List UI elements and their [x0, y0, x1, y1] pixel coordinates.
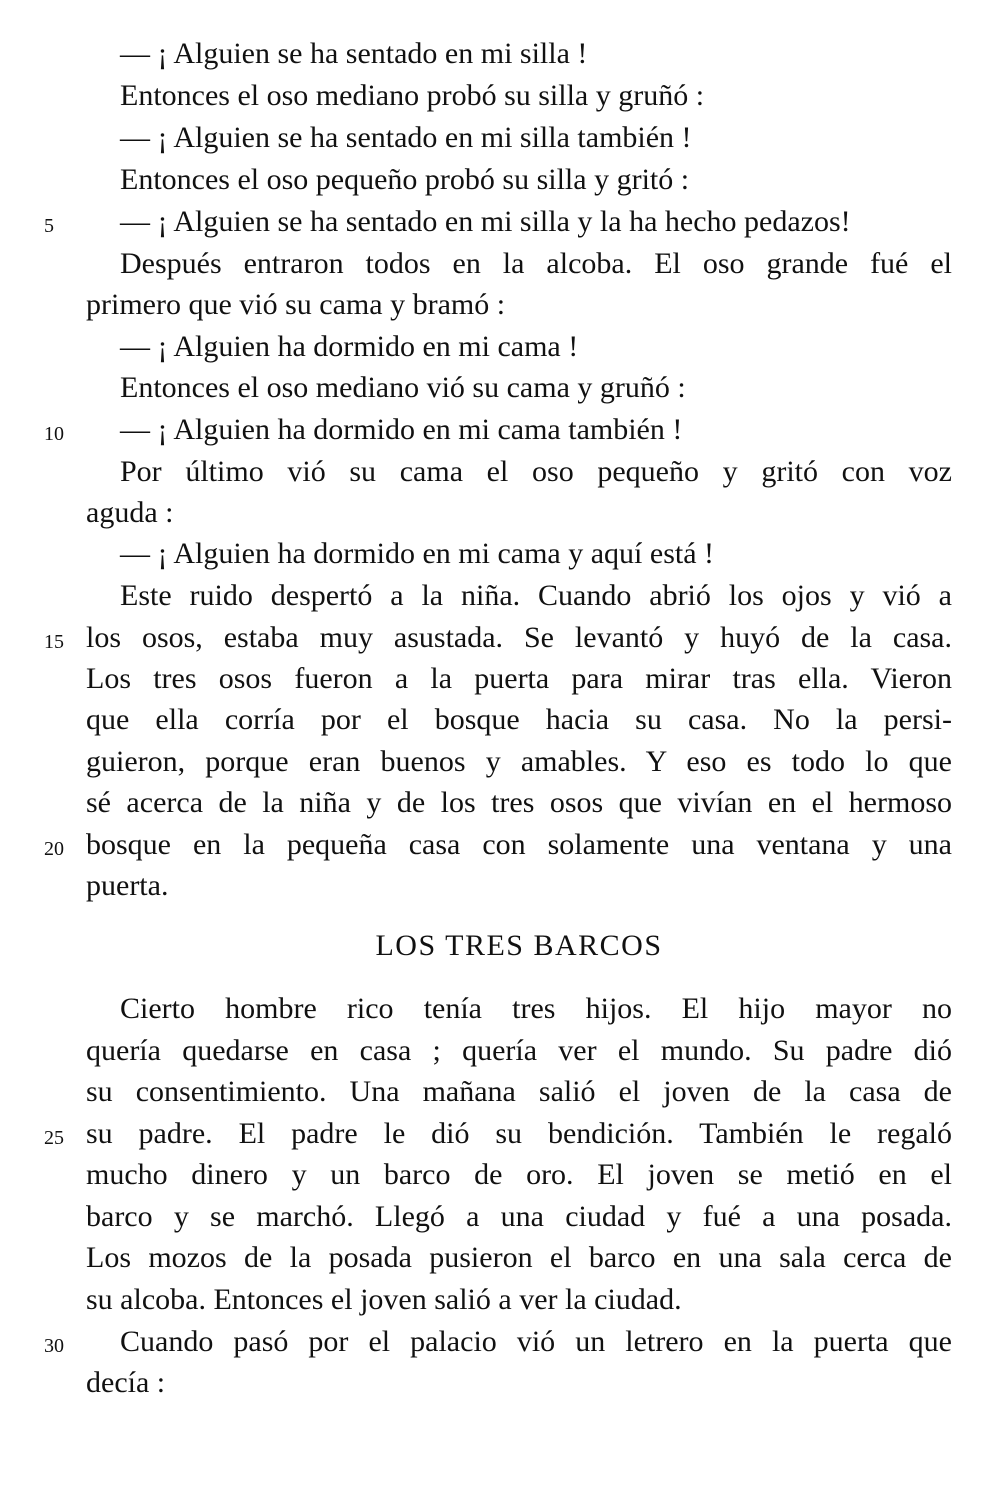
text-line: Entonces el oso pequeño probó su silla y gritó :: [120, 163, 690, 196]
text-line: bosque en la pequeña casa con solamente una ventana y una: [86, 828, 952, 861]
text-line: — ¡ Alguien ha dormido en mi cama y aquí está !: [120, 537, 715, 570]
line-number: 20: [44, 838, 64, 860]
text-line: — ¡ Alguien ha dormido en mi cama también !: [120, 413, 683, 446]
text-line: sé acerca de la niña y de los tres osos que vivían en el hermoso: [86, 786, 952, 819]
line-number: 10: [44, 423, 64, 445]
text-line: que ella corría por el bosque hacia su casa. No la persi-: [86, 703, 952, 736]
text-line: Este ruido despertó a la niña. Cuando abrió los ojos y vió a: [120, 579, 952, 612]
text-line: primero que vió su cama y bramó :: [86, 288, 506, 321]
text-line: quería quedarse en casa ; quería ver el mundo. Su padre dió: [86, 1034, 952, 1067]
text-line: Cuando pasó por el palacio vió un letrero en la puerta que: [120, 1325, 952, 1358]
text-line: decía :: [86, 1366, 166, 1399]
text-line: Los tres osos fueron a la puerta para mirar tras ella. Vieron: [86, 662, 952, 695]
text-line: Por último vió su cama el oso pequeño y gritó con voz: [120, 455, 952, 488]
text-line: — ¡ Alguien ha dormido en mi cama !: [120, 330, 579, 363]
line-number: 5: [44, 215, 54, 237]
text-line: su consentimiento. Una mañana salió el joven de la casa de: [86, 1075, 952, 1108]
text-line: — ¡ Alguien se ha sentado en mi silla y la ha hecho pedazos!: [120, 205, 851, 238]
story-title: LOS TRES BARCOS: [375, 929, 663, 962]
text-line: — ¡ Alguien se ha sentado en mi silla también !: [120, 121, 692, 154]
text-line: Entonces el oso mediano probó su silla y gruñó :: [120, 79, 705, 112]
text-line: aguda :: [86, 496, 174, 529]
text-line: su padre. El padre le dió su bendición. También le regaló: [86, 1117, 952, 1150]
line-number: 30: [44, 1335, 64, 1357]
text-line: puerta.: [86, 869, 169, 902]
text-line: barco y se marchó. Llegó a una ciudad y fué a una posada.: [86, 1200, 952, 1233]
text-line: su alcoba. Entonces el joven salió a ver la ciudad.: [86, 1283, 682, 1316]
text-line: mucho dinero y un barco de oro. El joven se metió en el: [86, 1158, 952, 1191]
text-line: — ¡ Alguien se ha sentado en mi silla !: [120, 37, 588, 70]
text-line: guieron, porque eran buenos y amables. Y eso es todo lo que: [86, 745, 952, 778]
text-line: Entonces el oso mediano vió su cama y gruñó :: [120, 371, 686, 404]
line-number: 15: [44, 631, 64, 653]
text-line: los osos, estaba muy asustada. Se levantó y huyó de la casa.: [86, 621, 952, 654]
text-line: Los mozos de la posada pusieron el barco en una sala cerca de: [86, 1241, 952, 1274]
line-number: 25: [44, 1127, 64, 1149]
text-line: Después entraron todos en la alcoba. El oso grande fué el: [120, 247, 952, 280]
text-line: Cierto hombre rico tenía tres hijos. El hijo mayor no: [120, 992, 952, 1025]
